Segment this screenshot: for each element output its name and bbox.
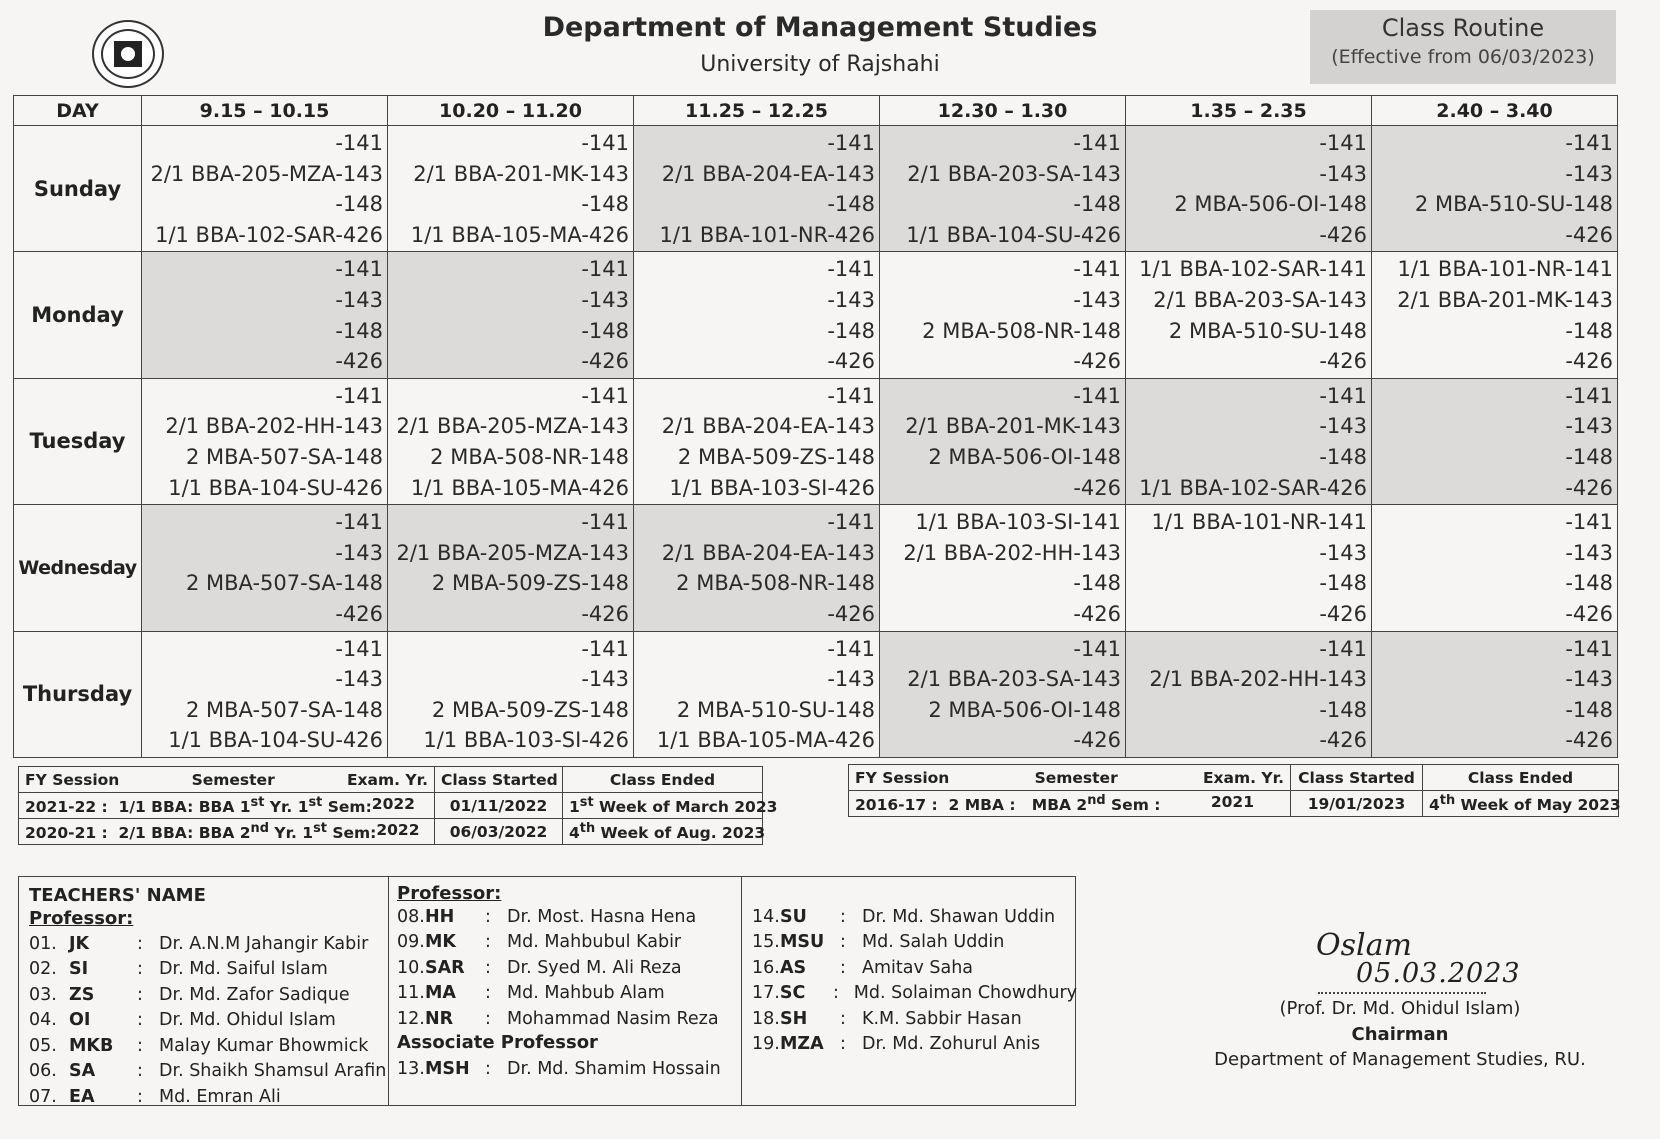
- routine-cell: [142, 126, 388, 252]
- session-table-mba: [848, 764, 1619, 817]
- class-entry: -143: [827, 667, 875, 692]
- routine-cell: [634, 631, 880, 757]
- slot-header: 1.35 – 2.35: [1126, 96, 1372, 126]
- routine-cell: [880, 378, 1126, 504]
- class-entry: -148: [1319, 571, 1367, 596]
- class-entry: -426: [1319, 222, 1367, 247]
- session-row: 2016-17 : 2 MBA : MBA 2nd Sem : 2021 19/01/2023 4th Week of May 2023: [849, 791, 1619, 817]
- routine-cell: [1372, 505, 1618, 631]
- professor-heading: Professor:: [29, 908, 134, 929]
- class-entry: -426: [827, 601, 875, 626]
- routine-cell: [388, 378, 634, 504]
- class-entry: 2/1 BBA-203-SA-143: [907, 161, 1121, 186]
- routine-row-thursday: [14, 631, 1618, 757]
- routine-row-monday: [14, 252, 1618, 378]
- class-ended: 4th Week of Aug. 2023: [563, 819, 763, 845]
- teacher-entry: 16. AS : Amitav Saha: [752, 957, 974, 978]
- slot-header: 10.20 – 11.20: [388, 96, 634, 126]
- routine-cell: [142, 505, 388, 631]
- class-entry: 2 MBA-509-ZS-148: [431, 571, 629, 596]
- teacher-entry: 10. SAR : Dr. Syed M. Ali Reza: [397, 957, 682, 978]
- teacher-entry: 05. MKB : Malay Kumar Bhowmick: [29, 1035, 369, 1056]
- teacher-entry: 13. MSH : Dr. Md. Shamim Hossain: [397, 1059, 721, 1080]
- class-entry: -426: [1073, 601, 1121, 626]
- class-entry: -143: [1565, 414, 1613, 439]
- class-entry: 2 MBA-506-OI-148: [928, 697, 1121, 722]
- class-entry: -426: [1319, 349, 1367, 374]
- teacher-entry: 14. SU : Dr. Md. Shawan Uddin: [752, 906, 1056, 927]
- session-header: FY Session Semester Exam. Yr.: [849, 765, 1291, 791]
- class-entry: 2 MBA-507-SA-148: [186, 571, 383, 596]
- class-entry: -143: [335, 667, 383, 692]
- teacher-entry: 03. ZS : Dr. Md. Zafor Sadique: [29, 984, 350, 1005]
- class-entry: -141: [335, 257, 383, 282]
- class-entry: -426: [1565, 728, 1613, 753]
- teachers-column-2: [389, 877, 742, 1105]
- class-entry: -141: [1565, 636, 1613, 661]
- class-entry: -141: [1565, 131, 1613, 155]
- associate-professor-heading: Associate Professor: [397, 1031, 598, 1053]
- day-label: Tuesday: [14, 378, 142, 504]
- class-entry: -141: [1073, 131, 1121, 155]
- class-entry: -426: [1565, 222, 1613, 247]
- class-entry: -148: [1319, 697, 1367, 722]
- class-entry: -143: [581, 287, 629, 312]
- day-header: DAY: [14, 96, 142, 126]
- class-entry: -426: [1565, 475, 1613, 500]
- teacher-entry: 02. SI : Dr. Md. Saiful Islam: [29, 959, 328, 980]
- routine-row-tuesday: [14, 378, 1618, 504]
- routine-cell: [1372, 126, 1618, 252]
- routine-cell: [1126, 126, 1372, 252]
- class-entry: -143: [581, 667, 629, 692]
- professor-heading: Professor:: [397, 883, 502, 904]
- routine-cell: [1126, 378, 1372, 504]
- teacher-entry: 11. MA : Md. Mahbub Alam: [397, 983, 665, 1004]
- class-entry: -143: [1565, 540, 1613, 565]
- class-entry: -426: [1073, 349, 1121, 374]
- teacher-entry: 06. SA : Dr. Shaikh Shamsul Arafin: [29, 1061, 387, 1082]
- class-entry: -426: [1565, 349, 1613, 374]
- routine-cell: [880, 631, 1126, 757]
- class-entry: 1/1 BBA-102-SAR-141: [1139, 257, 1367, 282]
- class-entry: -141: [827, 636, 875, 661]
- class-entry: -148: [1565, 571, 1613, 596]
- class-entry: 2/1 BBA-205-MZA-143: [150, 161, 383, 186]
- routine-cell: [634, 378, 880, 504]
- class-entry: -141: [1073, 383, 1121, 408]
- class-entry: 1/1 BBA-105-MA-426: [410, 222, 629, 247]
- class-entry: 2/1 BBA-204-EA-143: [661, 540, 875, 565]
- routine-cell: [1126, 631, 1372, 757]
- class-entry: 2 MBA-510-SU-148: [1168, 318, 1367, 343]
- session-row: 2020-21 : 2/1 BBA: BBA 2nd Yr. 1st Sem: 2022 06/03/2022 4th Week of Aug. 2023: [19, 819, 763, 845]
- class-entry: 1/1 BBA-103-SI-426: [423, 728, 629, 753]
- chairman-title: Chairman: [1351, 1024, 1449, 1045]
- class-started: 01/11/2022: [435, 793, 563, 819]
- session-table-bba: [18, 766, 778, 845]
- class-entry: -148: [827, 318, 875, 343]
- day-label: Sunday: [14, 126, 142, 252]
- class-entry: -143: [1319, 161, 1367, 186]
- class-entry: -148: [581, 192, 629, 217]
- class-entry: -141: [1319, 383, 1367, 408]
- class-entry: -148: [1565, 318, 1613, 343]
- class-entry: -141: [581, 257, 629, 282]
- routine-cell: [634, 126, 880, 252]
- class-entry: 2 MBA-508-NR-148: [676, 571, 875, 596]
- class-ended: 4th Week of May 2023: [1423, 791, 1619, 817]
- class-entry: 1/1 BBA-101-NR-426: [659, 222, 875, 247]
- teachers-box: [18, 876, 1076, 1106]
- teacher-entry: 04. OI : Dr. Md. Ohidul Islam: [29, 1010, 336, 1031]
- signature-line: [1318, 992, 1486, 994]
- class-entry: -141: [335, 510, 383, 535]
- routine-cell: [1372, 631, 1618, 757]
- teacher-entry: 15. MSU : Md. Salah Uddin: [752, 932, 1005, 953]
- class-entry: -426: [1319, 601, 1367, 626]
- routine-cell: [1126, 505, 1372, 631]
- class-entry: -141: [1319, 636, 1367, 661]
- class-entry: 2 MBA-508-NR-148: [922, 318, 1121, 343]
- class-entry: -426: [1319, 728, 1367, 753]
- class-entry: -148: [581, 318, 629, 343]
- class-entry: -426: [1073, 728, 1121, 753]
- class-entry: -141: [335, 131, 383, 155]
- class-entry: -141: [581, 383, 629, 408]
- class-entry: 2/1 BBA-203-SA-143: [1153, 287, 1367, 312]
- routine-cell: [142, 631, 388, 757]
- teacher-entry: 01. JK : Dr. A.N.M Jahangir Kabir: [29, 933, 369, 954]
- class-entry: -143: [1319, 414, 1367, 439]
- teacher-entry: 12. NR : Mohammad Nasim Reza: [397, 1008, 719, 1029]
- teacher-entry: 09. MK : Md. Mahbubul Kabir: [397, 932, 682, 953]
- class-entry: -141: [827, 131, 875, 155]
- class-ended-header: Class Ended: [563, 767, 763, 793]
- class-entry: -143: [1565, 161, 1613, 186]
- class-entry: -426: [1073, 475, 1121, 500]
- class-started-header: Class Started: [435, 767, 563, 793]
- class-entry: -148: [1073, 192, 1121, 217]
- class-entry: -148: [1319, 444, 1367, 469]
- class-entry: -148: [335, 318, 383, 343]
- class-entry: 1/1 BBA-104-SU-426: [168, 475, 383, 500]
- class-entry: 2 MBA-509-ZS-148: [431, 697, 629, 722]
- class-entry: -141: [335, 636, 383, 661]
- teachers-column-1: [19, 877, 389, 1105]
- teachers-title: TEACHERS' NAME: [29, 885, 206, 906]
- teacher-entry: 19. MZA : Dr. Md. Zohurul Anis: [752, 1034, 1041, 1055]
- class-entry: 1/1 BBA-101-NR-141: [1151, 510, 1367, 535]
- class-entry: 2 MBA-507-SA-148: [186, 697, 383, 722]
- class-entry: -141: [1565, 383, 1613, 408]
- class-entry: 1/1 BBA-104-SU-426: [906, 222, 1121, 247]
- routine-header-row: [14, 96, 1618, 126]
- class-entry: 2/1 BBA-204-EA-143: [661, 161, 875, 186]
- routine-cell: [880, 126, 1126, 252]
- class-entry: 1/1 BBA-101-NR-141: [1397, 257, 1613, 282]
- routine-cell: [1372, 252, 1618, 378]
- class-entry: -141: [581, 510, 629, 535]
- class-entry: -148: [1565, 697, 1613, 722]
- class-entry: 2/1 BBA-202-HH-143: [1149, 667, 1367, 692]
- teacher-entry: 07. EA : Md. Emran Ali: [29, 1086, 281, 1107]
- class-ended-header: Class Ended: [1423, 765, 1619, 791]
- signature: Oslam: [1316, 928, 1412, 963]
- class-entry: -143: [1319, 540, 1367, 565]
- class-entry: 1/1 BBA-105-MA-426: [410, 475, 629, 500]
- routine-cell: [388, 505, 634, 631]
- routine-cell: [1372, 378, 1618, 504]
- slot-header: 2.40 – 3.40: [1372, 96, 1618, 126]
- class-entry: -426: [335, 601, 383, 626]
- class-entry: 1/1 BBA-103-SI-426: [669, 475, 875, 500]
- class-entry: 2 MBA-509-ZS-148: [677, 444, 875, 469]
- class-entry: 2 MBA-510-SU-148: [676, 697, 875, 722]
- class-routine-table: [13, 95, 1618, 758]
- class-entry: -143: [335, 540, 383, 565]
- class-entry: 2/1 BBA-204-EA-143: [661, 414, 875, 439]
- teacher-entry: 17. SC : Md. Solaiman Chowdhury: [752, 983, 1077, 1004]
- session-row: 2021-22 : 1/1 BBA: BBA 1st Yr. 1st Sem: 2022 01/11/2022 1st Week of March 2023: [19, 793, 763, 819]
- university-logo: [92, 20, 164, 88]
- class-entry: -141: [1073, 636, 1121, 661]
- routine-cell: [634, 252, 880, 378]
- class-entry: -141: [1319, 131, 1367, 155]
- day-label: Thursday: [14, 631, 142, 757]
- class-entry: 2 MBA-508-NR-148: [430, 444, 629, 469]
- class-entry: -426: [827, 349, 875, 374]
- class-entry: -143: [1565, 667, 1613, 692]
- class-entry: 1/1 BBA-102-SAR-426: [155, 222, 383, 247]
- teachers-column-3: [742, 877, 1077, 1105]
- class-entry: -141: [827, 257, 875, 282]
- class-entry: -426: [1565, 601, 1613, 626]
- chairman-department: Department of Management Studies, RU.: [1214, 1049, 1586, 1070]
- class-entry: -141: [581, 131, 629, 155]
- teacher-entry: 18. SH : K.M. Sabbir Hasan: [752, 1008, 1022, 1029]
- class-entry: 2/1 BBA-201-MK-143: [905, 414, 1121, 439]
- routine-badge: [1310, 10, 1616, 84]
- teacher-entry: 08. HH : Dr. Most. Hasna Hena: [397, 906, 697, 927]
- class-entry: 1/1 BBA-102-SAR-426: [1139, 475, 1367, 500]
- routine-cell: [142, 252, 388, 378]
- class-entry: 1/1 BBA-103-SI-141: [915, 510, 1121, 535]
- class-started: 06/03/2022: [435, 819, 563, 845]
- class-entry: -141: [335, 383, 383, 408]
- class-entry: 2 MBA-506-OI-148: [928, 444, 1121, 469]
- class-entry: 2/1 BBA-201-MK-143: [1397, 287, 1613, 312]
- class-started: 19/01/2023: [1291, 791, 1423, 817]
- class-entry: 2/1 BBA-205-MZA-143: [396, 540, 629, 565]
- routine-cell: [388, 252, 634, 378]
- routine-row-wednesday: [14, 505, 1618, 631]
- routine-cell: [880, 505, 1126, 631]
- class-entry: -141: [1073, 257, 1121, 282]
- day-label: Wednesday: [14, 505, 142, 631]
- class-entry: -143: [827, 287, 875, 312]
- university-name: University of Rajshahi: [700, 52, 940, 77]
- class-entry: 1/1 BBA-105-MA-426: [656, 728, 875, 753]
- slot-header: 12.30 – 1.30: [880, 96, 1126, 126]
- day-label: Monday: [14, 252, 142, 378]
- signature-date: 05.03.2023: [1356, 958, 1521, 989]
- class-entry: 2/1 BBA-202-HH-143: [165, 414, 383, 439]
- routine-cell: [388, 631, 634, 757]
- routine-cell: [634, 505, 880, 631]
- class-entry: 2/1 BBA-202-HH-143: [903, 540, 1121, 565]
- routine-row-sunday: [14, 126, 1618, 252]
- class-entry: 2/1 BBA-205-MZA-143: [396, 414, 629, 439]
- routine-title: Class Routine: [1381, 14, 1545, 42]
- slot-header: 11.25 – 12.25: [634, 96, 880, 126]
- class-entry: -141: [1565, 510, 1613, 535]
- effective-date: (Effective from 06/03/2023): [1331, 46, 1595, 68]
- class-entry: -426: [581, 349, 629, 374]
- routine-cell: [142, 378, 388, 504]
- class-entry: -148: [1565, 444, 1613, 469]
- class-entry: -141: [581, 636, 629, 661]
- class-entry: -143: [1073, 287, 1121, 312]
- class-entry: 2/1 BBA-203-SA-143: [907, 667, 1121, 692]
- routine-cell: [388, 126, 634, 252]
- class-entry: 2 MBA-507-SA-148: [186, 444, 383, 469]
- class-ended: 1st Week of March 2023: [563, 793, 763, 819]
- class-entry: -426: [335, 349, 383, 374]
- class-entry: -143: [335, 287, 383, 312]
- class-entry: -148: [335, 192, 383, 217]
- class-entry: -148: [1073, 571, 1121, 596]
- class-started-header: Class Started: [1291, 765, 1423, 791]
- class-entry: -141: [827, 510, 875, 535]
- class-entry: -148: [827, 192, 875, 217]
- session-header: FY Session Semester Exam. Yr.: [19, 767, 435, 793]
- routine-cell: [1126, 252, 1372, 378]
- class-entry: -141: [827, 383, 875, 408]
- class-entry: 2 MBA-506-OI-148: [1174, 192, 1367, 217]
- class-entry: -426: [581, 601, 629, 626]
- chairman-name: (Prof. Dr. Md. Ohidul Islam): [1279, 998, 1521, 1019]
- class-entry: 2/1 BBA-201-MK-143: [413, 161, 629, 186]
- routine-cell: [880, 252, 1126, 378]
- class-entry: 2 MBA-510-SU-148: [1414, 192, 1613, 217]
- slot-header: 9.15 – 10.15: [142, 96, 388, 126]
- department-title: Department of Management Studies: [542, 12, 1098, 43]
- class-entry: 1/1 BBA-104-SU-426: [168, 728, 383, 753]
